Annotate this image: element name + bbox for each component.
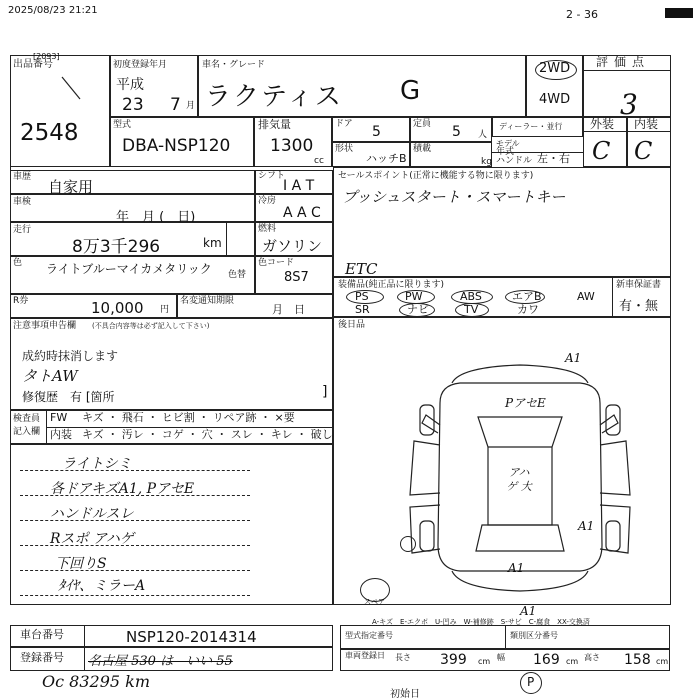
score-value: 3	[620, 88, 638, 121]
registration-year: 23	[122, 95, 144, 115]
recycle-label: R券	[13, 296, 29, 306]
length-value: 399	[440, 652, 467, 668]
width-label: 幅	[497, 653, 505, 662]
shape-label: 形状	[335, 144, 354, 154]
diagram-mark-bumper: A1	[520, 604, 537, 618]
handnote-6: ﾀｲﾔ、ミラーA	[58, 578, 146, 594]
notes-line-1: 成約時抹消します	[22, 349, 119, 363]
history-label: 車歴	[13, 172, 32, 182]
handnote-5: 下回りS	[55, 556, 107, 572]
interior-score: C	[634, 137, 653, 165]
exterior-label: 外装	[590, 117, 615, 131]
lot-code: [2093]	[33, 52, 60, 61]
registration-era: 平成	[116, 77, 144, 93]
rear-seat-label: 後日品	[338, 320, 366, 330]
diagram-mark-side: A1	[578, 519, 595, 533]
notes-label: 注意事項申告欄	[13, 321, 77, 331]
car-name: ラクティス	[205, 82, 343, 112]
shift-value: I A T	[283, 178, 315, 194]
handle-value: 左・右	[537, 152, 570, 165]
load-label: 積載	[413, 144, 432, 154]
diagram-mark-roof: アハゲ 大	[506, 466, 532, 493]
warranty-label: 新車保証書	[616, 280, 662, 290]
lot-label: 出品番号	[13, 59, 53, 70]
equip-navi: ナビ	[407, 303, 429, 316]
height-unit: cm	[656, 657, 669, 666]
inspector-row2: キズ ・ 汚レ ・ コゲ ・ 穴 ・ スレ ・ キレ ・ 破し	[82, 428, 333, 441]
displacement-value: 1300	[270, 136, 314, 156]
history-value: 自家用	[48, 178, 94, 196]
ac-value: A A C	[283, 205, 321, 221]
inspector-row2-label: 内装	[50, 428, 72, 441]
mileage-label: 走行	[13, 225, 32, 235]
inspector-label-2: 記入欄	[13, 427, 41, 437]
model-label: 型式	[113, 120, 132, 130]
equip-airbag-circle	[505, 290, 545, 304]
equip-aw: AW	[577, 290, 595, 303]
inspection-value: 年 月 ( 日)	[116, 210, 196, 225]
color-label: 色	[13, 258, 23, 268]
bottom-label: 初始日	[390, 689, 420, 700]
notes-line-3: 修復歴 有 [箇所	[22, 390, 115, 404]
dimensions-box	[340, 649, 670, 671]
drive-2wd: 2WD	[539, 61, 571, 76]
registration-month-unit: 月	[186, 101, 196, 111]
exterior-score: C	[592, 137, 611, 165]
inspector-label-1: 検査員	[13, 414, 41, 424]
inspector-row1-label: FW	[50, 411, 68, 424]
equip-leather: カワ	[517, 303, 539, 316]
displacement-unit: cc	[314, 156, 324, 166]
doors-label: ドア	[335, 119, 353, 129]
handnote-2: 各ドアキズA1, PアセE	[50, 481, 195, 497]
equip-airbag: エアB	[512, 290, 542, 303]
diagram-mark-rear: A1	[508, 561, 525, 575]
notes-line-2: タトAW	[22, 367, 78, 385]
sales-point-box	[333, 167, 671, 277]
sales-point-note: プッシュスタート・スマートキー	[342, 188, 566, 206]
equip-tv: TV	[464, 303, 479, 316]
color-change-label: 色替	[228, 270, 247, 280]
equipment-label: 装備品(純正品に限ります)	[338, 280, 445, 290]
registration-month: 7	[170, 95, 181, 115]
equip-ps-circle	[346, 290, 384, 304]
height-value: 158	[624, 652, 651, 668]
inspection-label: 車検	[13, 197, 32, 207]
handle-label: ハンドル	[496, 156, 533, 166]
interior-label: 内装	[634, 117, 659, 131]
diagram-mark-hood: PアセE	[505, 396, 546, 410]
length-unit: cm	[478, 657, 491, 666]
width-value: 169	[533, 652, 560, 668]
legend: A-キズ E-エクボ U-凹み W-補修跡 S-サビ C-腐食 XX-交換済	[372, 618, 590, 626]
width-unit: cm	[566, 657, 579, 666]
fuel-label: 燃料	[258, 224, 277, 234]
length-label: 長さ	[395, 653, 411, 662]
model-value: DBA-NSP120	[122, 136, 231, 156]
equip-tv-circle	[455, 303, 489, 317]
doors-value: 5	[372, 124, 381, 140]
pen-stroke	[60, 75, 90, 105]
notes-bracket: ]	[322, 384, 328, 400]
height-label: 高さ	[584, 653, 600, 662]
equip-navi-circle	[399, 303, 435, 317]
handnote-1: ライトシミ	[62, 456, 132, 472]
color-code-value: 8S7	[284, 270, 309, 285]
dealer-label: ディーラー・並行	[499, 122, 563, 131]
chassis-label: 車台番号	[20, 628, 64, 641]
warranty-value: 有・無	[619, 299, 659, 314]
equip-ps: PS	[355, 290, 369, 303]
equip-pw: PW	[405, 290, 423, 303]
timestamp: 2025/08/23 21:21	[8, 5, 98, 16]
circled-mark-text: P	[527, 675, 535, 689]
plate-value: 名古屋 530 は いい 55	[88, 654, 233, 669]
handnote-4: Rスポ アハゲ	[50, 531, 134, 547]
capacity-label: 定員	[413, 119, 432, 129]
equip-pw-circle	[397, 290, 435, 304]
registration-label: 初度登録年月	[113, 60, 168, 70]
model-year-label-2: 年式	[496, 147, 515, 157]
sales-point-label: セールスポイント(正常に機能する物に限ります)	[338, 171, 534, 181]
model-year-label-1: モデル	[496, 139, 520, 148]
ac-label: 冷房	[258, 196, 277, 206]
equip-abs: ABS	[460, 290, 482, 303]
color-value: ライトブルーマイカメタリック	[46, 262, 212, 276]
load-unit: kg	[481, 157, 492, 167]
recycle-unit: 円	[160, 305, 170, 315]
diagram-mark-front: A1	[565, 351, 582, 365]
lot-number: 2548	[20, 120, 79, 146]
history-box	[10, 170, 255, 194]
equip-sr: SR	[355, 303, 370, 316]
extra-circle	[400, 536, 416, 552]
fuel-value: ガソリン	[262, 237, 323, 255]
notice-label: 名変通知期限	[180, 296, 235, 306]
score-label: 評価点	[596, 55, 651, 69]
shift-label: シフト	[258, 171, 286, 181]
drive-4wd: 4WD	[539, 92, 571, 107]
reg-date-label: 車両登録日	[345, 651, 385, 660]
plate-label: 登録番号	[20, 651, 64, 664]
chassis-value: NSP120-2014314	[126, 628, 257, 646]
odometer-note: Oc 83295 km	[42, 672, 151, 691]
handnote-3: ハンドルスレ	[50, 506, 134, 522]
mileage-value: 8万3千296	[72, 237, 161, 257]
inspector-row1: キズ ・ 飛石 ・ ヒビ割 ・ リペア跡 ・ ×要	[82, 411, 295, 424]
capacity-value: 5	[452, 124, 461, 140]
spare-label: スペア	[364, 598, 385, 606]
car-name-label: 車名・グレード	[202, 60, 266, 70]
cert-label: 型式指定番号	[345, 631, 393, 640]
lot-box	[10, 55, 110, 167]
equip-abs-circle	[451, 290, 493, 304]
notes-sub: (不具合内容等は必ず記入して下さい)	[92, 322, 210, 330]
page-mark: 2 - 36	[566, 8, 598, 21]
notice-value: 月 日	[272, 303, 305, 316]
capacity-unit: 人	[478, 130, 488, 140]
recycle-value: 10,000	[91, 299, 144, 317]
class-label: 類別区分番号	[510, 631, 558, 640]
mileage-unit: km	[203, 236, 222, 250]
shape-value: ハッチB	[366, 152, 407, 165]
color-code-label: 色コード	[258, 258, 295, 268]
car-grade: G	[400, 76, 421, 106]
sales-point-etc: ETC	[345, 260, 378, 278]
displacement-label: 排気量	[258, 118, 291, 131]
corner-mark	[665, 8, 693, 18]
